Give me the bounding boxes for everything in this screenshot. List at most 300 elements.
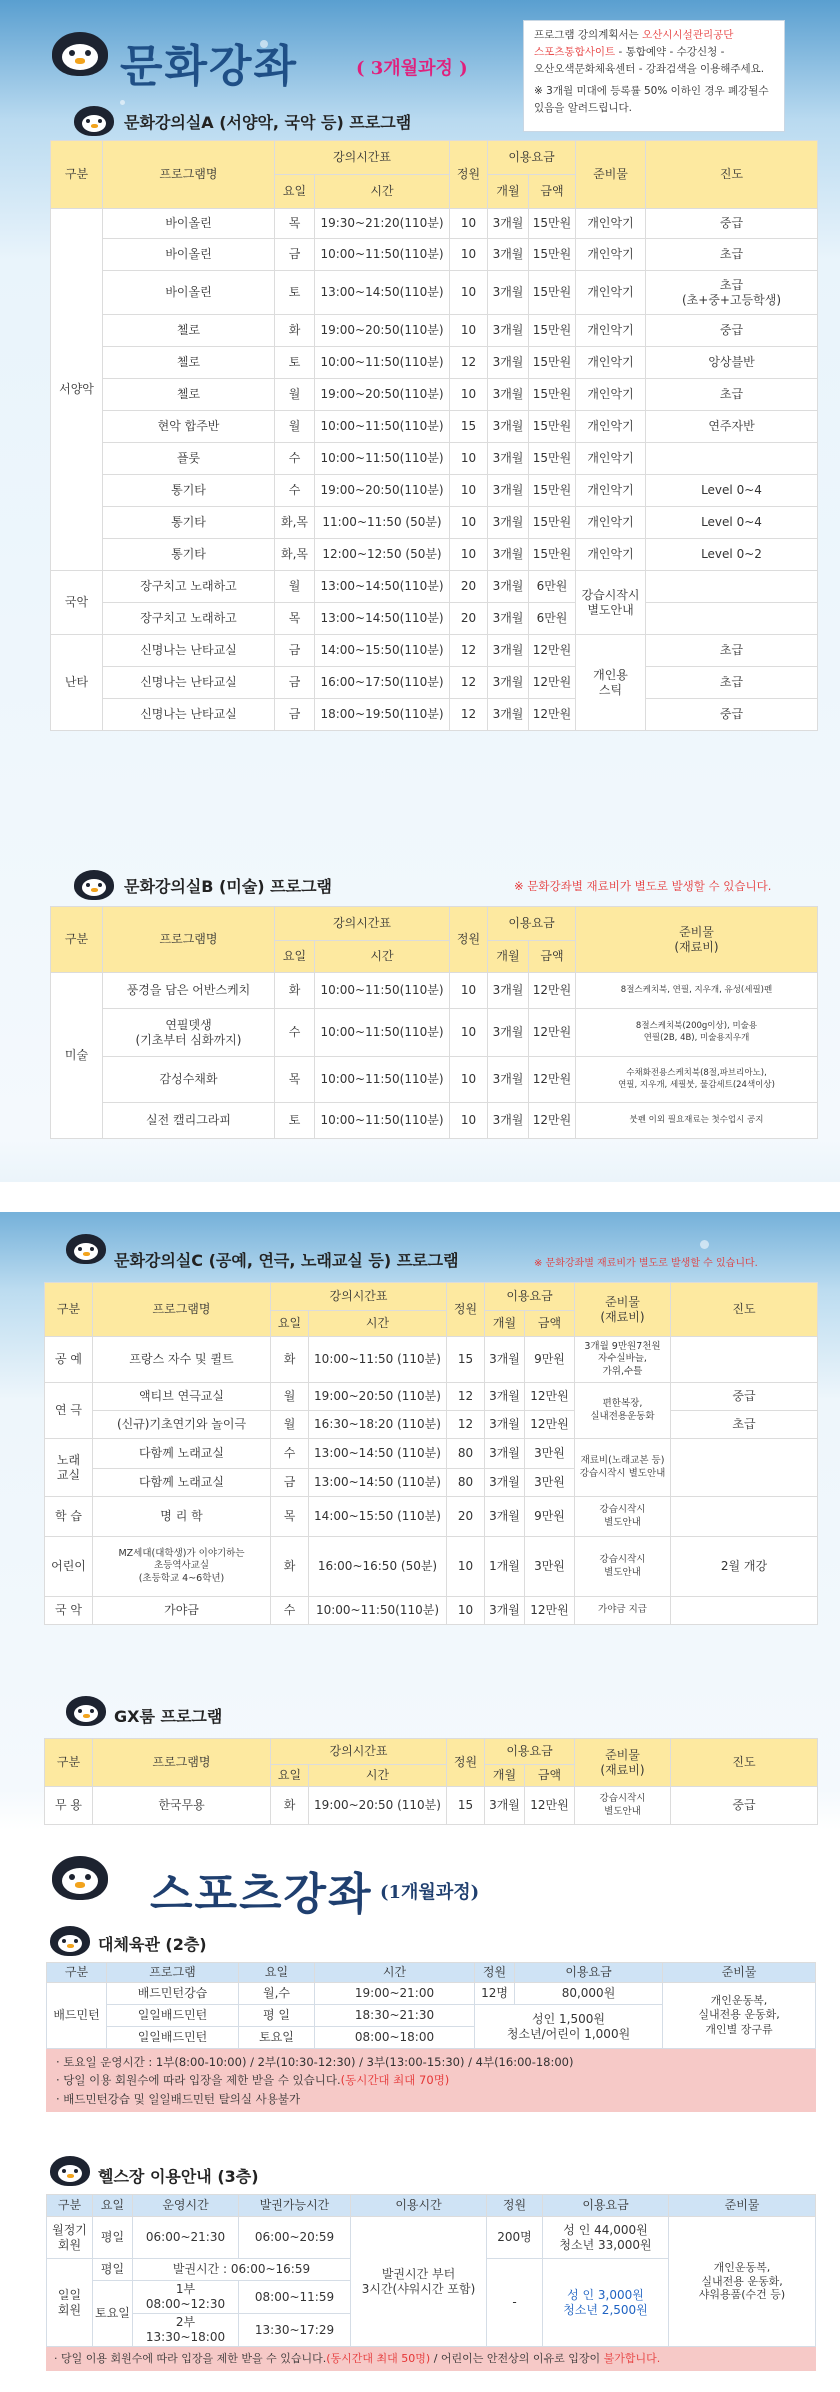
table-row [51,507,818,539]
months-cell: 3개월 [485,1411,525,1439]
fee-cell: 12만원 [525,1411,575,1439]
col-capacity: 정원 [450,141,488,209]
gym-notice [46,2049,816,2112]
gym-note-2: · 배드민턴강습 및 일일배드민턴 탈의실 사용불가 [56,2091,301,2106]
time-cell: 10:00~11:50 (110분) [309,1337,447,1383]
time-cell: 13:00~14:50 (110분) [309,1469,447,1497]
supplies-cell: 강습시작시 별도안내 [575,1537,671,1597]
program-name: 실전 캘리그라피 [103,1103,275,1139]
level-cell [671,1337,818,1383]
program-name: 통기타 [103,475,275,507]
gx-name: 한국무용 [93,1787,271,1825]
col-day: 요일 [275,175,315,209]
table-row [51,411,818,443]
time-cell: 19:30~21:20(110분) [315,209,450,239]
col-schedule: 강의시간표 [275,141,450,175]
col-amount: 금액 [529,941,576,973]
category-cell: 학 습 [45,1497,93,1537]
supplies-cell: 개인악기 [576,315,646,347]
capacity-cell: 10 [450,239,488,271]
table-row [51,315,818,347]
fee-cell: 6만원 [529,603,576,635]
col-time: 시간 [315,175,450,209]
col-time: 시간 [315,1963,475,1983]
program-name: 프랑스 자수 및 퀼트 [93,1337,271,1383]
program-name: 장구치고 노래하고 [103,603,275,635]
col-fee: 이용요금 [488,141,576,175]
table-row [51,209,818,239]
table-row [45,1411,818,1439]
culture-subtitle: ( 3개월과정 ) [356,58,468,79]
program-name: 풍경을 담은 어반스케치 [103,973,275,1009]
time-cell: 12:00~12:50 (50분) [315,539,450,571]
col-amount: 금액 [529,175,576,209]
sports-title: 스포츠강좌 [150,1869,373,1920]
fee-cell: 15만원 [529,379,576,411]
level-cell: 2월 개강 [671,1537,818,1597]
culture-title: 문화강좌 [120,41,299,92]
capacity-cell: 10 [450,475,488,507]
category-cell: 서양악 [51,209,103,571]
penguin-icon [74,870,114,904]
time-cell: 10:00~11:50(110분) [315,411,450,443]
category-cell: 공 예 [45,1337,93,1383]
col-op: 운영시간 [133,2195,239,2217]
supplies-cell: 개인용 스틱 [576,635,646,731]
program-name: 다함께 노래교실 [93,1469,271,1497]
table-row [45,1787,818,1825]
capacity-cell: 15 [450,411,488,443]
program-name: 첼로 [103,379,275,411]
gym-daily-fee: 성인 1,500원 청소년/어린이 1,000원 [475,2005,663,2049]
program-name: 바이올린 [103,239,275,271]
level-cell: 초급 [646,667,818,699]
program-name: (신규)기초연기와 놀이극 [93,1411,271,1439]
category-cell: 노래 교실 [45,1439,93,1497]
level-cell: 중급 [646,209,818,239]
col-issue: 발권가능시간 [239,2195,351,2217]
gym-time: 19:00~21:00 [315,1983,475,2005]
time-cell: 19:00~20:50 (110분) [309,1383,447,1411]
gx-sup: 강습시작시 별도안내 [575,1787,671,1825]
fee-cell: 15만원 [529,209,576,239]
col-use: 이용시간 [351,2195,487,2217]
gx-cap: 15 [447,1787,485,1825]
table-row [51,475,818,507]
capacity-cell: 10 [450,539,488,571]
health-sat-issue: 13:30~17:29 [239,2314,351,2347]
capacity-cell: 15 [447,1337,485,1383]
section-b-title: 문화강의실B (미술) 프로그램 [124,877,332,896]
time-cell: 19:00~20:50(110분) [315,379,450,411]
fee-cell: 6만원 [529,571,576,603]
fee-cell: 12만원 [529,635,576,667]
gx-months: 3개월 [485,1787,525,1825]
table-row [45,1537,818,1597]
level-cell: 중급 [671,1383,818,1411]
col-day: 요일 [93,2195,133,2217]
health-note-r: (동시간대 최대 50명) [326,2352,431,2365]
day-cell: 토 [275,347,315,379]
capacity-cell: 10 [450,443,488,475]
penguin-icon [66,1234,106,1268]
gym-name: 일일배드민턴 [107,2005,239,2027]
col-amount: 금액 [525,1765,575,1787]
gym-note-1: · 당일 이용 회원수에 따라 입장을 제한 받을 수 있습니다. [56,2073,341,2088]
program-name: 신명나는 난타교실 [103,635,275,667]
supplies-cell: 수채화전용스케치북(8절,파브리아노), 연필, 지우개, 세필붓, 물감세트(24색이상) [576,1057,818,1103]
supplies-cell: 개인악기 [576,347,646,379]
fee-cell: 15만원 [529,475,576,507]
health-sat-op: 1부 08:00~12:30 [133,2281,239,2314]
health-daily-weekday-issue: 발권시간 : 06:00~16:59 [133,2259,351,2281]
gym-sup: 개인운동복, 실내전용 운동화, 개인별 장구류 [663,1983,816,2049]
table-row [45,1337,818,1383]
months-cell: 3개월 [485,1337,525,1383]
capacity-cell: 10 [450,507,488,539]
fee-cell: 15만원 [529,443,576,475]
program-name: 신명나는 난타교실 [103,699,275,731]
table-row [51,271,818,315]
program-name: 현악 합주반 [103,411,275,443]
supplies-cell: 편한복장, 실내전용운동화 [575,1383,671,1439]
col-schedule: 강의시간표 [271,1283,447,1311]
gx-fee: 12만원 [525,1787,575,1825]
fee-cell: 3만원 [525,1537,575,1597]
table-row [51,239,818,271]
supplies-cell: 개인악기 [576,239,646,271]
sports-subtitle: (1개월과정) [380,1882,480,1903]
col-program: 프로그램명 [103,141,275,209]
day-cell: 목 [275,209,315,239]
col-supplies-material: 준비물 (재료비) [576,907,818,973]
months-cell: 3개월 [488,271,529,315]
capacity-cell: 12 [447,1383,485,1411]
supplies-cell: 강습시작시 별도안내 [576,571,646,635]
fee-cell: 9만원 [525,1337,575,1383]
col-program: 프로그램명 [93,1739,271,1787]
table-row [51,1009,818,1057]
level-cell: 초급 (초+중+고등학생) [646,271,818,315]
table-row [47,1983,816,2005]
col-capacity: 정원 [487,2195,543,2217]
health-daily-fee: 성 인 3,000원 청소년 2,500원 [543,2259,669,2347]
section-c-note: ※ 문화강좌별 재료비가 별도로 발생할 수 있습니다. [534,1258,758,1269]
fee-cell: 15만원 [529,271,576,315]
info-line1b[interactable]: 오산시시설관리공단 [642,29,734,41]
health-daily-sat: 토요일 [93,2281,133,2347]
months-cell: 3개월 [488,239,529,271]
capacity-cell: 10 [447,1597,485,1625]
program-name: MZ세대(대학생)가 이야기하는 초등역사교실 (초등학교 4~6학년) [93,1537,271,1597]
section-gx-title: GX룸 프로그램 [114,1707,223,1726]
capacity-cell: 12 [450,667,488,699]
months-cell: 3개월 [488,635,529,667]
level-cell: Level 0~2 [646,539,818,571]
health-daily-cat: 일일 회원 [47,2259,93,2347]
info-line1a: 프로그램 강의계획서는 [534,29,643,41]
table-b [50,906,818,1139]
capacity-cell: 80 [447,1469,485,1497]
capacity-cell: 12 [450,347,488,379]
health-note-t: · 당일 이용 회원수에 따라 입장을 제한 받을 수 있습니다. [54,2352,327,2365]
capacity-cell: 10 [450,379,488,411]
day-cell: 수 [271,1597,309,1625]
info-line2a[interactable]: 스포츠통합사이트 [534,45,616,58]
time-cell: 16:00~17:50(110분) [315,667,450,699]
col-fee: 이용요금 [485,1283,575,1311]
level-cell [671,1497,818,1537]
day-cell: 수 [275,1009,315,1057]
months-cell: 3개월 [488,443,529,475]
day-cell: 화,목 [275,507,315,539]
table-row [51,443,818,475]
table-row [51,571,818,603]
program-name: 신명나는 난타교실 [103,667,275,699]
col-supplies: 준비물 [576,141,646,209]
fee-cell: 3만원 [525,1439,575,1469]
level-cell [646,603,818,635]
health-monthly-op: 06:00~21:30 [133,2217,239,2259]
col-months: 개월 [485,1765,525,1787]
level-cell: 초급 [646,239,818,271]
health-monthly-cat: 월정기 회원 [47,2217,93,2259]
day-cell: 금 [275,635,315,667]
program-name: 첼로 [103,347,275,379]
months-cell: 3개월 [485,1383,525,1411]
level-cell: 초급 [646,635,818,667]
level-cell: 중급 [646,315,818,347]
gym-cat: 배드민턴 [47,1983,107,2049]
info-line2b: - 통합예약 - 수강신청 - [615,45,725,58]
months-cell: 3개월 [488,1103,529,1139]
months-cell: 3개월 [488,315,529,347]
supplies-cell: 3개월 9만원7천원 자수실바늘, 가위,수틀 [575,1337,671,1383]
col-category: 구분 [45,1739,93,1787]
months-cell: 3개월 [488,539,529,571]
gx-lvl: 중급 [671,1787,818,1825]
table-row [51,1057,818,1103]
gym-name: 배드민턴강습 [107,1983,239,2005]
table-row [45,1497,818,1537]
months-cell: 3개월 [488,699,529,731]
table-row [45,1439,818,1469]
months-cell: 3개월 [488,475,529,507]
table-row [51,603,818,635]
level-cell: 앙상블반 [646,347,818,379]
program-name: 플룻 [103,443,275,475]
months-cell: 3개월 [488,347,529,379]
months-cell: 3개월 [485,1597,525,1625]
health-sat-op: 2부 13:30~18:00 [133,2314,239,2347]
section-b-note: ※ 문화강좌별 재료비가 별도로 발생할 수 있습니다. [514,879,772,893]
fee-cell: 12만원 [529,1009,576,1057]
col-fee: 이용요금 [543,2195,669,2217]
program-name: 통기타 [103,539,275,571]
gym-time: 18:30~21:30 [315,2005,475,2027]
category-cell: 미술 [51,973,103,1139]
col-program: 프로그램명 [93,1283,271,1337]
col-amount: 금액 [525,1311,575,1337]
page-divider [0,1182,840,1212]
time-cell: 16:00~16:50 (50분) [309,1537,447,1597]
capacity-cell: 10 [450,271,488,315]
fee-cell: 12만원 [529,699,576,731]
info-line5: 있음을 알려드립니다. [534,102,632,115]
capacity-cell: 10 [450,1009,488,1057]
col-day: 요일 [271,1765,309,1787]
time-cell: 13:00~14:50 (110분) [309,1439,447,1469]
col-category: 구분 [51,907,103,973]
supplies-cell: 개인악기 [576,379,646,411]
fee-cell: 12만원 [529,1103,576,1139]
col-fee: 이용요금 [488,907,576,941]
penguin-icon [52,32,112,82]
health-title: 헬스장 이용안내 (3층) [98,2167,259,2186]
supplies-cell: 개인악기 [576,475,646,507]
health-sup: 개인운동복, 실내전용 운동화, 샤워용품(수건 등) [669,2217,816,2347]
gym-name: 일일배드민턴 [107,2027,239,2049]
gym-day: 평 일 [239,2005,315,2027]
day-cell: 토 [275,1103,315,1139]
day-cell: 수 [275,443,315,475]
time-cell: 13:00~14:50(110분) [315,571,450,603]
info-line4: ※ 3개월 미대에 등록률 50% 이하인 경우 폐강될수 [534,85,769,98]
program-name: 장구치고 노래하고 [103,571,275,603]
info-line3: 오산오색문화체육센터 - 강좌검색을 이용해주세요. [534,62,765,75]
months-cell: 3개월 [485,1439,525,1469]
months-cell: 3개월 [485,1497,525,1537]
col-capacity: 정원 [447,1739,485,1787]
health-monthly-issue: 06:00~20:59 [239,2217,351,2259]
supplies-cell: 붓펜 이외 필요재료는 첫수업시 공지 [576,1103,818,1139]
gym-day: 월,수 [239,1983,315,2005]
col-level: 진도 [671,1283,818,1337]
col-day: 요일 [239,1963,315,1983]
fee-cell: 15만원 [529,539,576,571]
fee-cell: 15만원 [529,239,576,271]
level-cell: Level 0~4 [646,507,818,539]
fee-cell: 9만원 [525,1497,575,1537]
program-name: 바이올린 [103,209,275,239]
day-cell: 화 [271,1537,309,1597]
table-row [51,347,818,379]
gym-fee: 80,000원 [515,1983,663,2005]
time-cell: 19:00~20:50(110분) [315,475,450,507]
col-category: 구분 [47,1963,107,1983]
program-name: 첼로 [103,315,275,347]
table-row [47,2217,816,2259]
months-cell: 3개월 [488,1057,529,1103]
fee-cell: 3만원 [525,1469,575,1497]
col-months: 개월 [488,941,529,973]
col-category: 구분 [47,2195,93,2217]
time-cell: 10:00~11:50(110분) [309,1597,447,1625]
col-supplies: 준비물 [663,1963,816,1983]
table-row [51,699,818,731]
capacity-cell: 10 [450,209,488,239]
day-cell: 수 [275,475,315,507]
fee-cell: 12만원 [525,1597,575,1625]
day-cell: 목 [271,1497,309,1537]
time-cell: 10:00~11:50(110분) [315,1103,450,1139]
program-name: 가야금 [93,1597,271,1625]
level-cell: 초급 [646,379,818,411]
day-cell: 토 [275,271,315,315]
day-cell: 수 [271,1439,309,1469]
gym-day: 토요일 [239,2027,315,2049]
day-cell: 금 [275,239,315,271]
capacity-cell: 12 [450,699,488,731]
table-row [51,667,818,699]
time-cell: 10:00~11:50(110분) [315,1057,450,1103]
supplies-cell: 가야금 지급 [575,1597,671,1625]
capacity-cell: 10 [450,315,488,347]
program-name: 다함께 노래교실 [93,1439,271,1469]
supplies-cell: 개인악기 [576,539,646,571]
col-level: 진도 [646,141,818,209]
fee-cell: 15만원 [529,347,576,379]
col-months: 개월 [488,175,529,209]
day-cell: 금 [275,699,315,731]
capacity-cell: 80 [447,1439,485,1469]
time-cell: 14:00~15:50(110분) [315,635,450,667]
level-cell [671,1439,818,1497]
col-time: 시간 [309,1311,447,1337]
day-cell: 금 [275,667,315,699]
time-cell: 13:00~14:50(110분) [315,271,450,315]
col-supplies-material: 준비물 (재료비) [575,1283,671,1337]
months-cell: 3개월 [488,571,529,603]
col-program: 프로그램 [107,1963,239,1983]
months-cell: 3개월 [488,507,529,539]
months-cell: 3개월 [488,1009,529,1057]
time-cell: 10:00~11:50(110분) [315,443,450,475]
level-cell: 중급 [646,699,818,731]
health-monthly-day: 평일 [93,2217,133,2259]
level-cell [646,571,818,603]
col-day: 요일 [271,1311,309,1337]
months-cell: 3개월 [485,1469,525,1497]
col-supplies: 준비물 [669,2195,816,2217]
gym-table [46,1962,816,2112]
months-cell: 3개월 [488,603,529,635]
months-cell: 3개월 [488,973,529,1009]
col-schedule: 강의시간표 [275,907,450,941]
health-note-r2: 불가합니다. [603,2352,661,2365]
level-cell [646,443,818,475]
gx-cat: 무 용 [45,1787,93,1825]
col-fee: 이용요금 [515,1963,663,1983]
capacity-cell: 10 [450,973,488,1009]
day-cell: 금 [271,1469,309,1497]
time-cell: 10:00~11:50(110분) [315,973,450,1009]
table-row [51,973,818,1009]
capacity-cell: 20 [447,1497,485,1537]
health-table [46,2194,816,2371]
penguin-icon [74,106,114,140]
supplies-cell: 강습시작시 별도안내 [575,1497,671,1537]
capacity-cell: 20 [450,571,488,603]
time-cell: 10:00~11:50(110분) [315,347,450,379]
col-time: 시간 [309,1765,447,1787]
level-cell: 연주자반 [646,411,818,443]
gym-time: 08:00~18:00 [315,2027,475,2049]
health-use-time: 발권시간 부터 3시간(샤워시간 포함) [351,2217,487,2347]
category-cell: 어린이 [45,1537,93,1597]
table-c [44,1282,818,1625]
gym-title: 대체육관 (2층) [98,1935,207,1954]
